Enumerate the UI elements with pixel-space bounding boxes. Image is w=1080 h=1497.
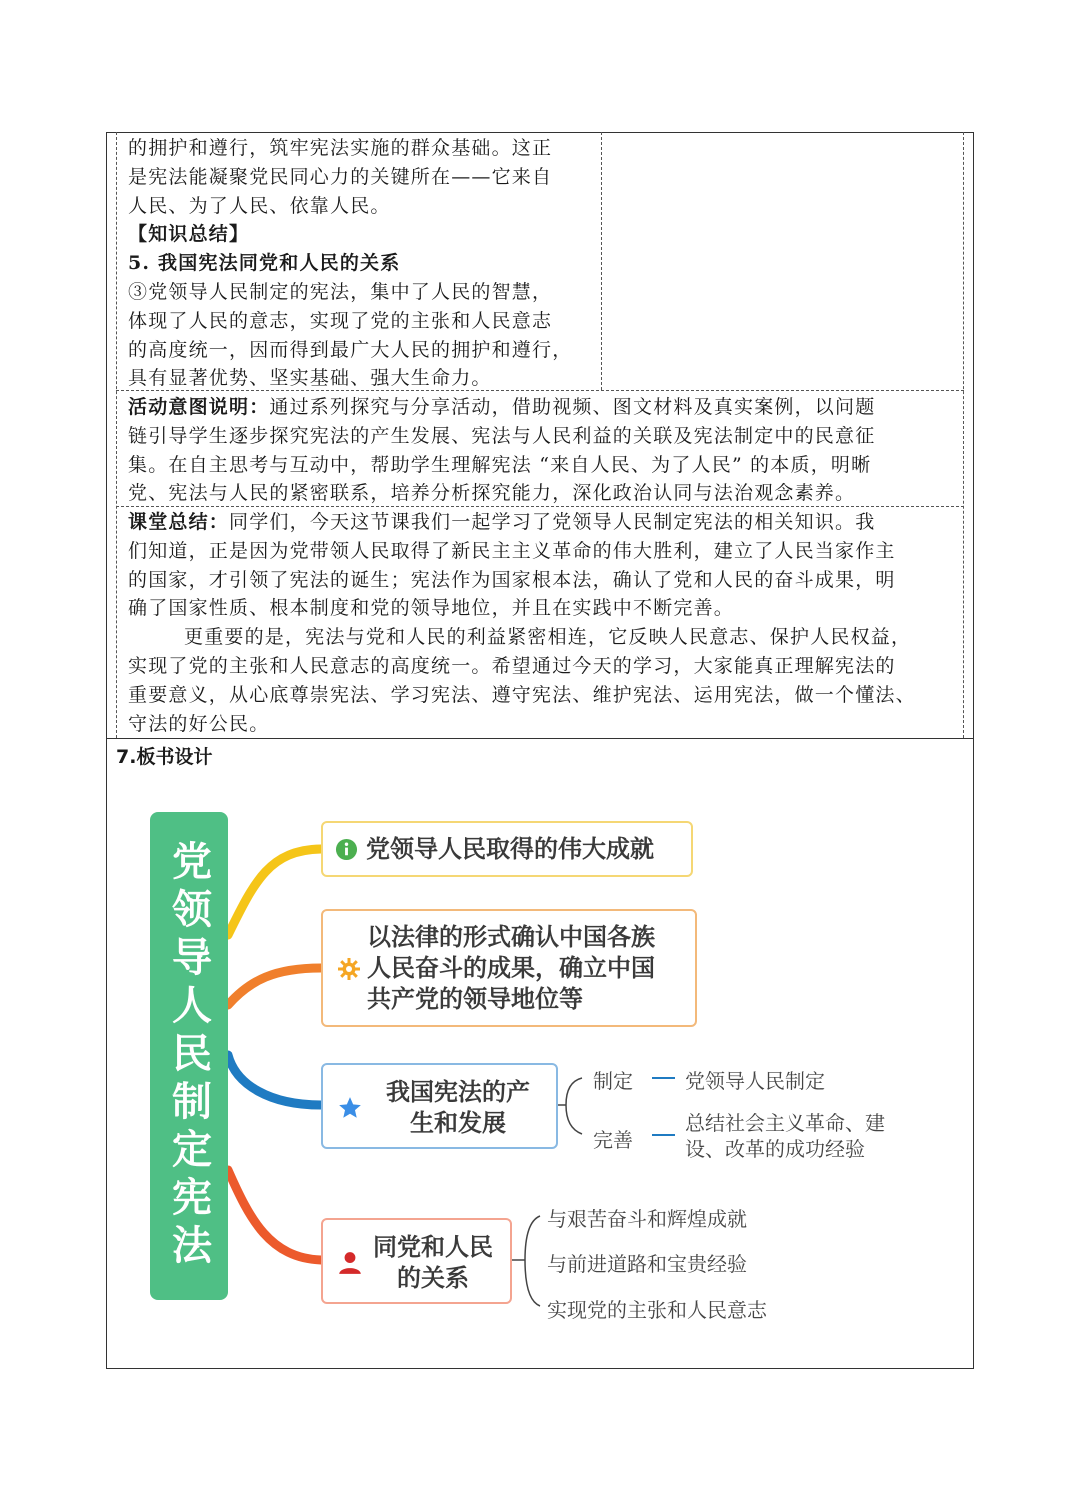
text-line: 实现了党的主张和人民意志的高度统一。希望通过今天的学习，大家能真正理解宪法的 xyxy=(128,654,896,677)
mindmap-root xyxy=(150,812,228,1300)
board-design-title: 7.板书设计 xyxy=(116,746,213,768)
branch2-connector xyxy=(228,968,321,1005)
text-line: 是宪法能凝聚党民同心力的关键所在——它来自 xyxy=(128,165,553,188)
branch-legal-confirmation xyxy=(321,909,697,1027)
branch2-line: 共产党的领导地位等 xyxy=(367,985,583,1013)
branch3-brace xyxy=(558,1078,582,1134)
branch4-line: 的关系 xyxy=(397,1264,469,1292)
activity-label: 活动意图说明： xyxy=(128,396,270,418)
text-line: 集。在自主思考与互动中，帮助学生理解宪法 “来自人民、为了人民” 的本质，明晰 xyxy=(128,453,872,476)
wanshan-line: 总结社会主义革命、建 xyxy=(685,1111,885,1135)
branch4-connector xyxy=(228,1170,321,1260)
text-line: 链引导学生逐步探究宪法的产生发展、宪法与人民利益的关联及宪法制定中的民意征 xyxy=(128,424,876,447)
branch3-line: 我国宪法的产 xyxy=(386,1078,530,1106)
branch2-line: 以法律的形式确认中国各族 xyxy=(367,923,655,951)
branch-origin-development xyxy=(321,1063,558,1149)
branch3-connector xyxy=(228,1055,321,1105)
branch1-label: 党领导人民取得的伟大成就 xyxy=(366,835,654,863)
text-line: 的拥护和遵行，筑牢宪法实施的群众基础。这正 xyxy=(128,137,553,159)
root-label: 党领导人民制定宪法 xyxy=(165,840,212,1272)
branch-achievements xyxy=(321,821,693,877)
relation-leaf: 实现党的主张和人民意志 xyxy=(547,1298,767,1322)
branch2-label xyxy=(367,922,655,1015)
text-line: ③党领导人民制定的宪法，集中了人民的智慧， xyxy=(128,280,553,303)
wanshan-text xyxy=(685,1110,885,1162)
text-line: 同学们，今天这节课我们一起学习了党领导人民制定宪法的相关知识。我 xyxy=(229,511,876,533)
branch2-line: 人民奋斗的成果，确立中国 xyxy=(367,954,655,982)
zhiding-text: 党领导人民制定 xyxy=(685,1069,825,1093)
text-line: 体现了人民的意志，实现了党的主张和人民意志 xyxy=(128,309,553,332)
knowledge-label: 【知识总结】 xyxy=(128,223,250,246)
info-icon xyxy=(335,838,358,861)
text-line: 们知道，正是因为党带领人民取得了新民主主义革命的伟大胜利，建立了人民当家作主 xyxy=(128,539,896,562)
text-line: 守法的好公民。 xyxy=(128,712,270,735)
branch4-brace xyxy=(512,1216,540,1306)
branch3-label xyxy=(373,1077,543,1139)
gear-icon xyxy=(337,957,361,981)
star-icon xyxy=(337,1095,363,1121)
text-line: 确了国家性质、根本制度和党的领导地位，并且在实践中不断完善。 xyxy=(128,597,735,620)
relation-leaf: 与前进道路和宝贵经验 xyxy=(547,1252,747,1276)
summary-label: 课堂总结： xyxy=(128,511,230,533)
knowledge-heading: 5. 我国宪法同党和人民的关系 xyxy=(128,252,401,275)
text-line: 更重要的是，宪法与党和人民的利益紧密相连，它反映人民意志、保护人民权益， xyxy=(184,626,912,649)
branch3-line: 生和发展 xyxy=(410,1109,506,1137)
text-line: 党、宪法与人民的紧密联系，培养分析探究能力，深化政治认同与法治观念素养。 xyxy=(128,482,856,505)
text-line: 重要意义，从心底尊崇宪法、学习宪法、遵守宪法、维护宪法、运用宪法，做一个懂法、 xyxy=(128,683,916,706)
branch-relationship xyxy=(321,1218,512,1304)
text-line: 的高度统一，因而得到最广大人民的拥护和遵行， xyxy=(128,338,573,361)
wanshan-line: 设、改革的成功经验 xyxy=(685,1137,865,1161)
branch4-line: 同党和人民 xyxy=(373,1233,493,1261)
text-line: 的国家，才引领了宪法的诞生；宪法作为国家根本法，确认了党和人民的奋斗成果，明 xyxy=(128,568,896,591)
branch4-label xyxy=(367,1232,499,1294)
relation-leaf: 与艰苦奋斗和辉煌成就 xyxy=(547,1207,747,1231)
text-line: 人民、为了人民、依靠人民。 xyxy=(128,194,391,217)
zhiding-label: 制定 xyxy=(593,1069,633,1093)
branch1-connector xyxy=(228,849,321,935)
text-line: 具有显著优势、坚实基础、强大生命力。 xyxy=(128,367,492,390)
person-icon xyxy=(337,1250,363,1276)
wanshan-label: 完善 xyxy=(593,1128,633,1152)
text-line: 通过系列探究与分享活动，借助视频、图文材料及真实案例，以问题 xyxy=(269,396,876,418)
